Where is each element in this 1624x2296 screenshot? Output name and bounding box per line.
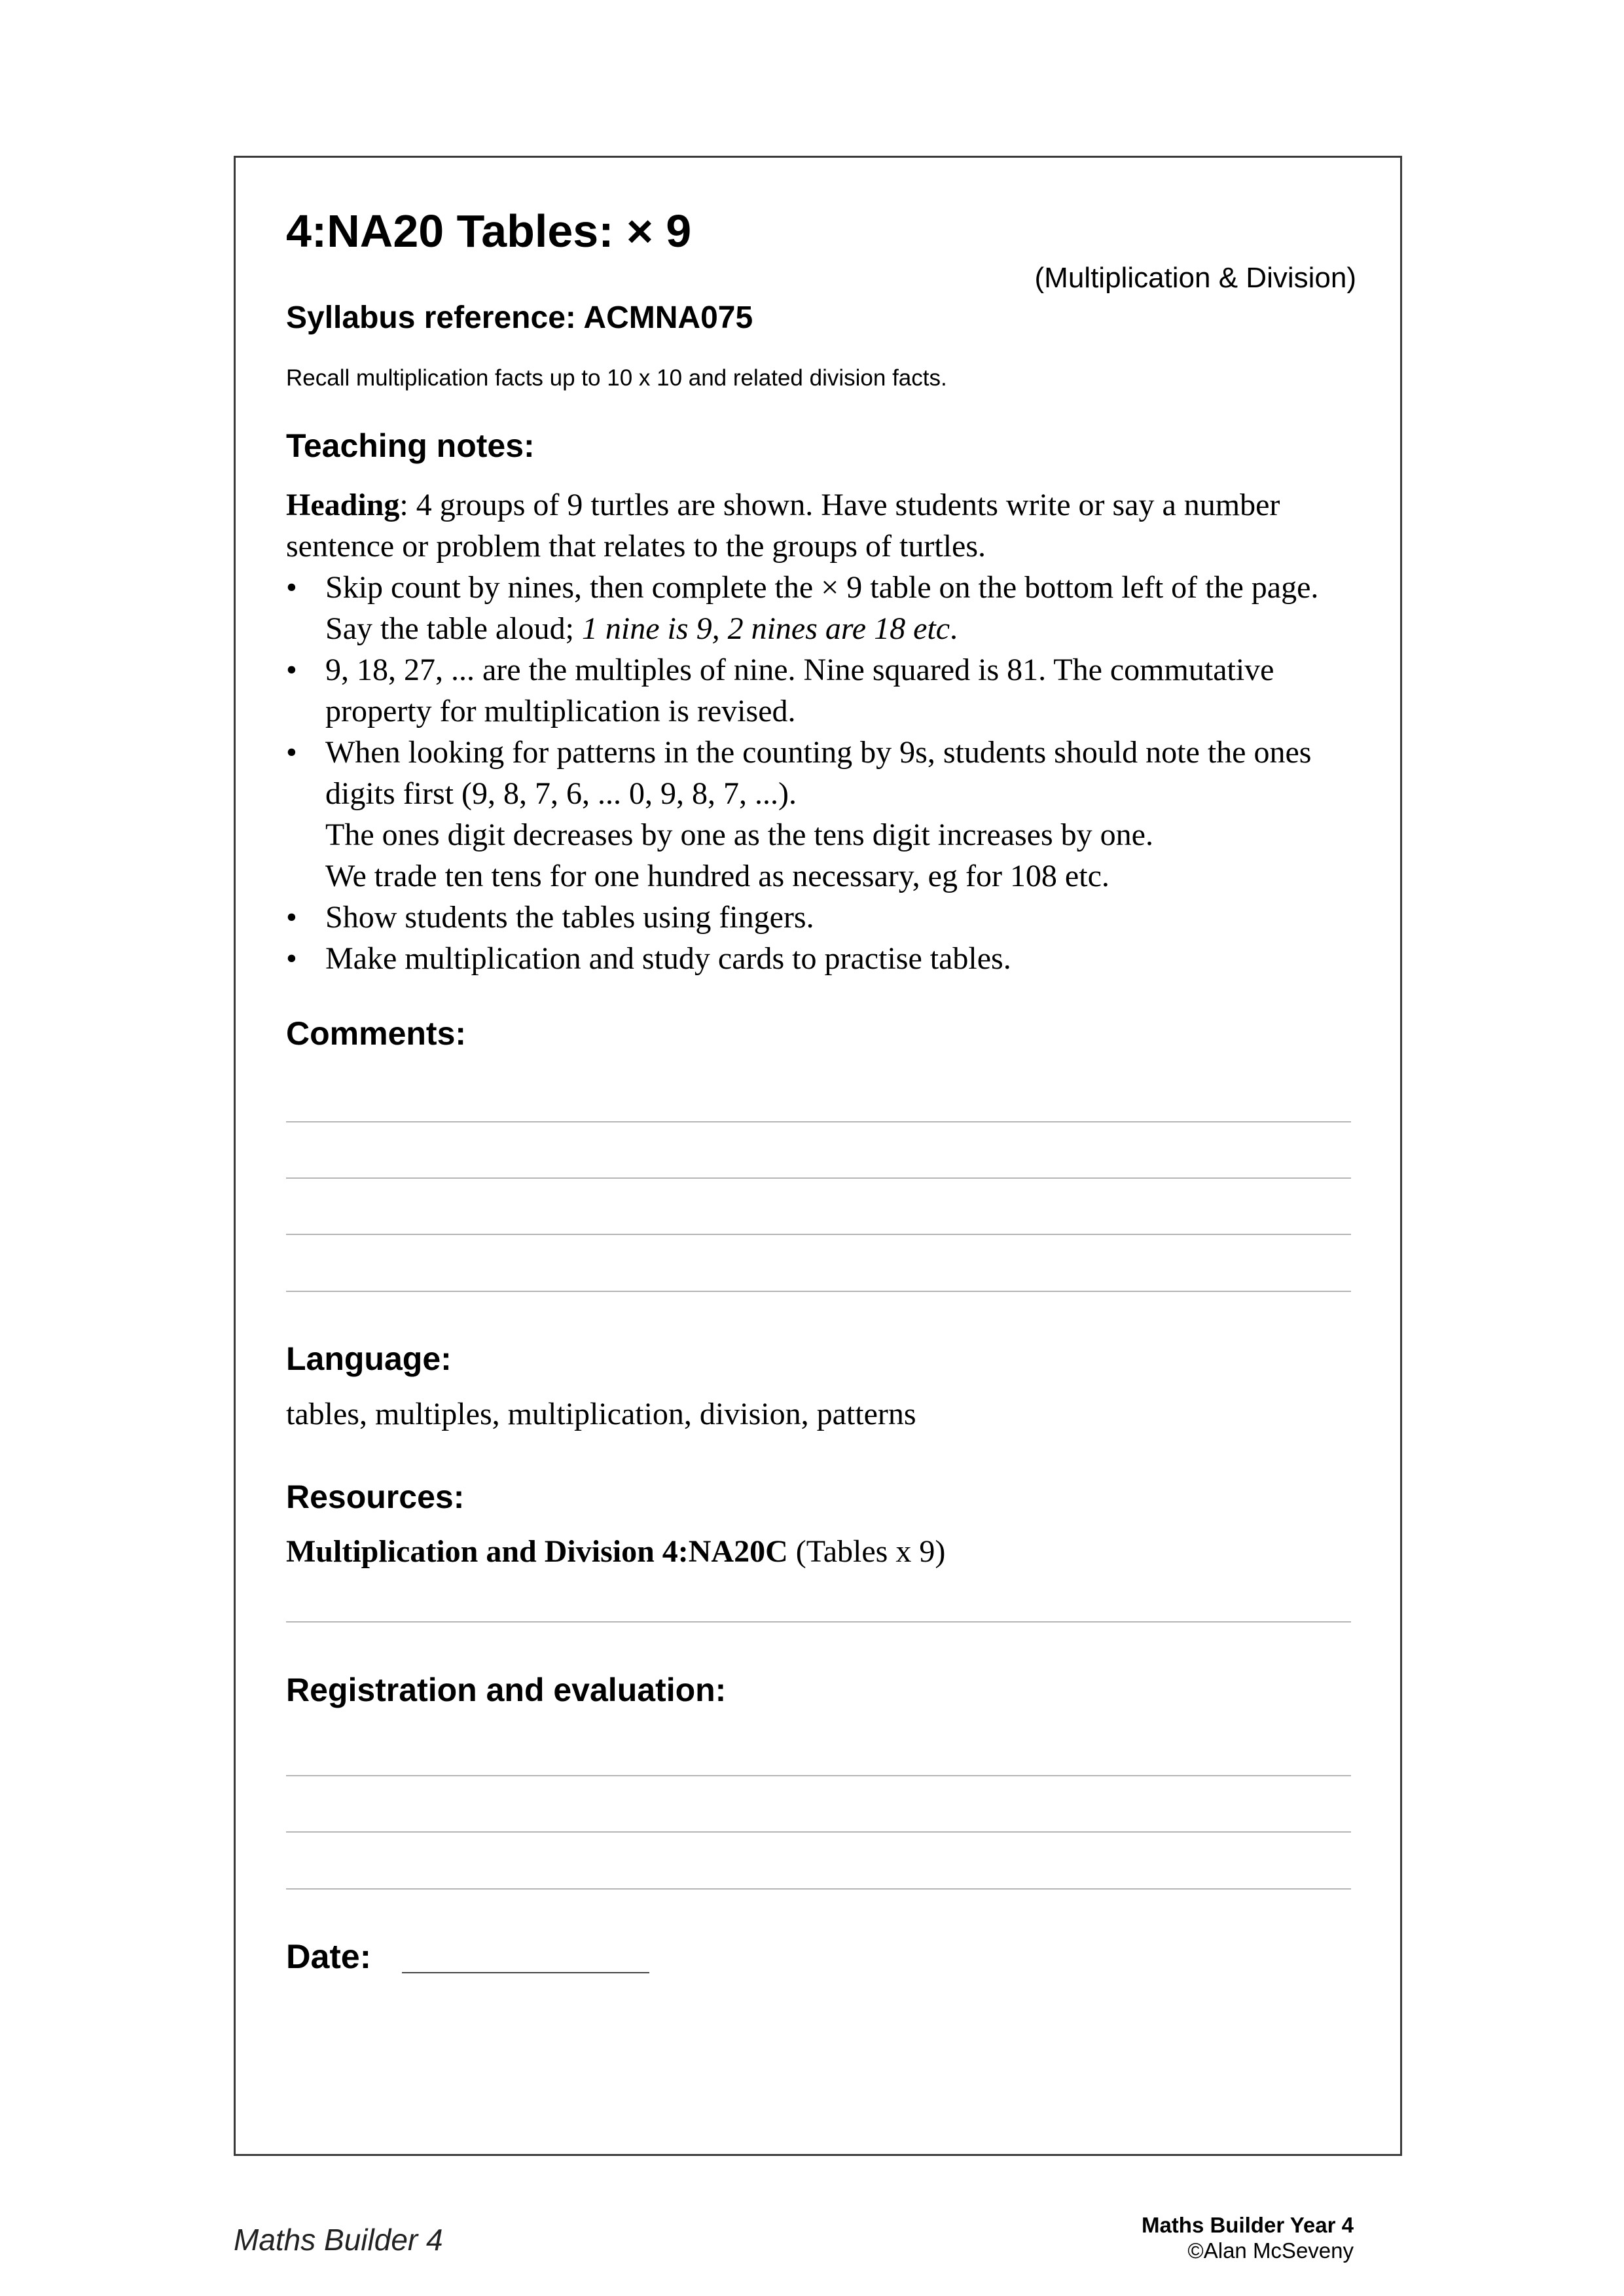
registration-writing-line[interactable] (286, 1831, 1351, 1833)
resources-text (286, 1534, 945, 1570)
teaching-intro (286, 484, 1360, 567)
resources-heading: Resources: (286, 1479, 465, 1515)
bullet-italic-text: 1 nine is 9, 2 nines are 18 etc (581, 611, 950, 646)
language-heading: Language: (286, 1340, 452, 1377)
footer-copyright: ©Alan McSeveny (1187, 2238, 1354, 2263)
topic-category: (Multiplication & Division) (1034, 262, 1356, 294)
teaching-bullet-list (286, 567, 1360, 979)
list-item (286, 732, 1360, 897)
bullet-text: Make multiplication and study cards to practise tables. (325, 941, 1011, 976)
bullet-icon: • (286, 900, 297, 935)
bullet-text: Skip count by nines, then complete the × 9 table on the bottom left of the page. Say the table aloud; (325, 570, 1319, 646)
list-item (286, 897, 1360, 938)
intro-text: : 4 groups of 9 turtles are shown. Have students write or say a number sentence or problem that relates to the groups of turtles. (286, 488, 1280, 564)
bullet-text-end: . (950, 611, 958, 646)
bullet-icon: • (286, 735, 297, 770)
teaching-notes-body (286, 484, 1360, 979)
syllabus-reference: Syllabus reference: ACMNA075 (286, 300, 753, 335)
registration-writing-line[interactable] (286, 1775, 1351, 1776)
bullet-text: 9, 18, 27, ... are the multiples of nine. Nine squared is 81. The commutative property for multiplication is revised. (325, 653, 1274, 728)
footer-credit (1142, 2212, 1354, 2263)
date-writing-line[interactable] (402, 1972, 649, 1973)
registration-writing-line[interactable] (286, 1888, 1351, 1890)
bullet-text: When looking for patterns in the counting by 9s, students should note the ones digits first (9, 8, 7, 6, ... 0, 9, 8, 7, ...). (325, 735, 1312, 811)
comments-writing-line[interactable] (286, 1121, 1351, 1122)
resource-title: Multiplication and Division 4:NA20C (286, 1534, 788, 1569)
footer-series-title: Maths Builder Year 4 (1141, 2213, 1354, 2237)
footer-book-title: Maths Builder 4 (234, 2223, 443, 2257)
bullet-icon: • (286, 570, 297, 605)
teaching-notes-heading: Teaching notes: (286, 427, 535, 464)
bullet-icon: • (286, 941, 297, 976)
comments-writing-line[interactable] (286, 1291, 1351, 1292)
language-text: tables, multiples, multiplication, division, patterns (286, 1397, 916, 1431)
syllabus-description: Recall multiplication facts up to 10 x 10 and related division facts. (286, 365, 947, 391)
list-item (286, 567, 1360, 649)
resource-detail: (Tables x 9) (787, 1534, 946, 1569)
bullet-text-line3: We trade ten tens for one hundred as necessary, eg for 108 etc. (325, 859, 1110, 893)
list-item (286, 938, 1360, 979)
registration-heading: Registration and evaluation: (286, 1672, 727, 1708)
list-item (286, 649, 1360, 732)
comments-heading: Comments: (286, 1015, 467, 1052)
page-title: 4:NA20 Tables: × 9 (286, 206, 692, 257)
comments-writing-line[interactable] (286, 1234, 1351, 1235)
intro-label: Heading (286, 488, 400, 522)
comments-writing-line[interactable] (286, 1177, 1351, 1179)
date-label: Date: (286, 1938, 372, 1976)
resources-writing-line[interactable] (286, 1621, 1351, 1623)
bullet-text-line2: The ones digit decreases by one as the tens digit increases by one. (325, 817, 1153, 852)
bullet-text: Show students the tables using fingers. (325, 900, 814, 935)
bullet-icon: • (286, 653, 297, 687)
